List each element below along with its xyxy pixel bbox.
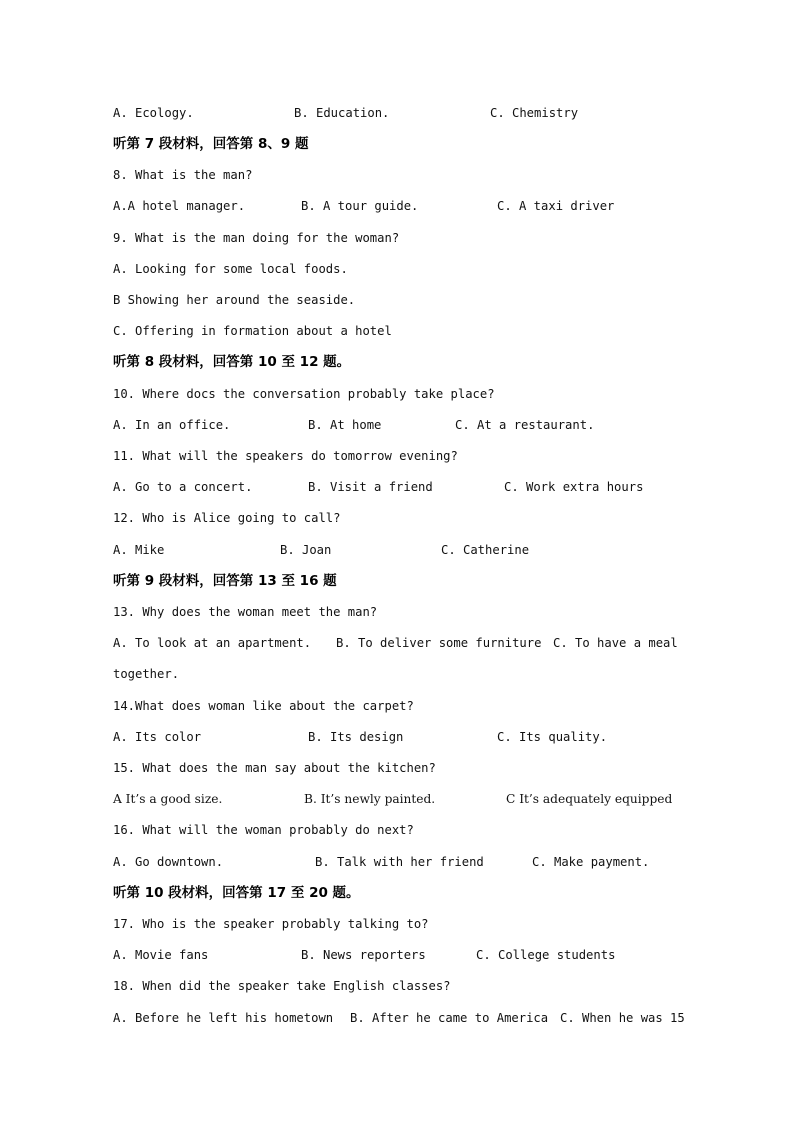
q17-stem: 17. Who is the speaker probably talking to? [113, 917, 429, 931]
q14-stem: 14.What does woman like about the carpet? [113, 699, 414, 713]
q15-stem: 15. What does the man say about the kitchen? [113, 761, 436, 775]
q16-option-c: C. Make payment. [532, 855, 650, 869]
section-9-heading: 听第 9 段材料，回答第 13 至 16 题 [113, 573, 337, 589]
q10-stem: 10. Where docs the conversation probably take place? [113, 387, 495, 401]
q11-option-b: B. Visit a friend [308, 480, 433, 494]
q10-option-a: A. In an office. [113, 418, 231, 432]
q16-option-a: A. Go downtown. [113, 855, 224, 869]
section-8-heading: 听第 8 段材料，回答第 10 至 12 题。 [113, 354, 351, 370]
q12-option-a: A. Mike [113, 543, 165, 557]
q18-option-b: B. After he came to America [350, 1011, 549, 1025]
q14-option-a: A. Its color [113, 730, 202, 744]
section-7-heading: 听第 7 段材料，回答第 8、9 题 [113, 136, 309, 152]
q13-option-b: B. To deliver some furniture [336, 636, 542, 650]
q17-option-a: A. Movie fans [113, 948, 209, 962]
q7-option-b: B. Education. [294, 106, 390, 120]
q15-option-a: A It’s a good size. [113, 792, 223, 806]
q16-stem: 16. What will the woman probably do next? [113, 823, 414, 837]
q13-option-a: A. To look at an apartment. [113, 636, 312, 650]
q17-option-c: C. College students [476, 948, 616, 962]
q10-option-b: B. At home [308, 418, 382, 432]
q12-stem: 12. Who is Alice going to call? [113, 511, 341, 525]
q11-stem: 11. What will the speakers do tomorrow evening? [113, 449, 458, 463]
q17-option-b: B. News reporters [301, 948, 426, 962]
q9-stem: 9. What is the man doing for the woman? [113, 231, 400, 245]
q13-option-c-continued: together. [113, 667, 180, 681]
q8-option-b: B. A tour guide. [301, 199, 419, 213]
q12-option-b: B. Joan [280, 543, 332, 557]
q14-option-b: B. Its design [308, 730, 404, 744]
q9-option-b: B Showing her around the seaside. [113, 293, 356, 307]
q8-option-c: C. A taxi driver [497, 199, 615, 213]
q9-option-a: A. Looking for some local foods. [113, 262, 348, 276]
q10-option-c: C. At a restaurant. [455, 418, 595, 432]
q8-option-a: A.A hotel manager. [113, 199, 246, 213]
q9-option-c: C. Offering in formation about a hotel [113, 324, 392, 338]
q15-option-b: B. It’s newly painted. [304, 792, 436, 806]
q13-stem: 13. Why does the woman meet the man? [113, 605, 378, 619]
q18-option-c: C. When he was 15 [560, 1011, 685, 1025]
q11-option-c: C. Work extra hours [504, 480, 644, 494]
q18-stem: 18. When did the speaker take English classes? [113, 979, 451, 993]
q12-option-c: C. Catherine [441, 543, 530, 557]
section-10-heading: 听第 10 段材料，回答第 17 至 20 题。 [113, 885, 360, 901]
q7-option-c: C. Chemistry [490, 106, 579, 120]
q8-stem: 8. What is the man? [113, 168, 253, 182]
q18-option-a: A. Before he left his hometown [113, 1011, 334, 1025]
q13-option-c: C. To have a meal [553, 636, 678, 650]
q7-option-a: A. Ecology. [113, 106, 194, 120]
q11-option-a: A. Go to a concert. [113, 480, 253, 494]
q14-option-c: C. Its quality. [497, 730, 608, 744]
q16-option-b: B. Talk with her friend [315, 855, 484, 869]
q15-option-c: C It’s adequately equipped [506, 792, 673, 806]
